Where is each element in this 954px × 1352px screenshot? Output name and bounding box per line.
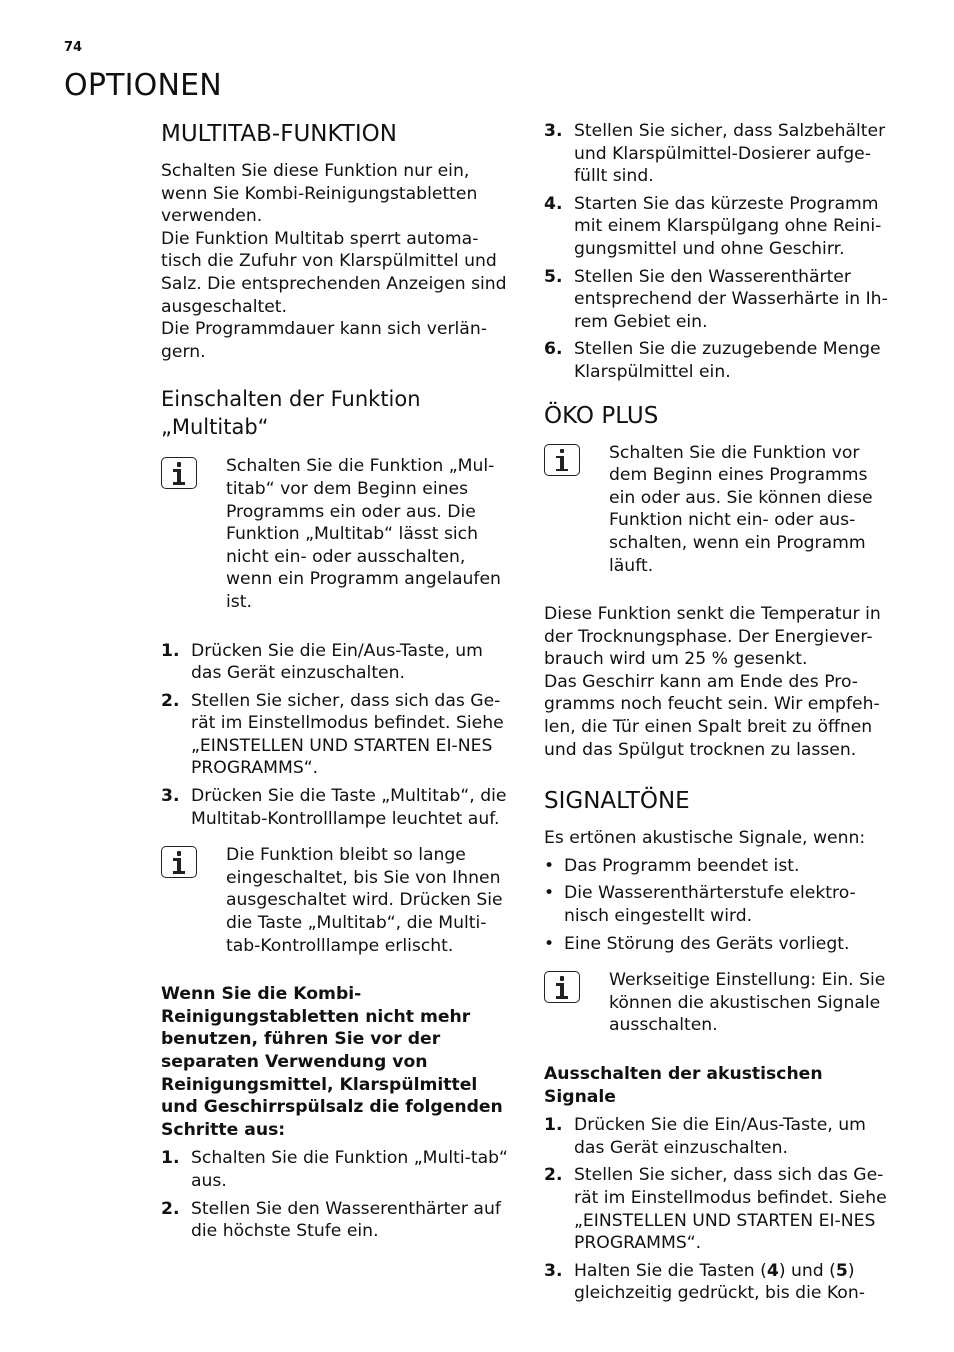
- bullet-text: Eine Störung des Geräts vorliegt.: [564, 933, 850, 954]
- section-heading-oko-plus: ÖKO PLUS: [544, 402, 659, 429]
- list-item: [161, 785, 513, 830]
- step-number: 1.: [544, 1115, 563, 1136]
- oko-description: [544, 603, 896, 761]
- step-number: 3.: [544, 121, 563, 141]
- info-icon: [544, 444, 580, 476]
- list-item: [544, 338, 896, 383]
- list-item: [544, 1164, 896, 1254]
- step-number: 6.: [544, 339, 563, 360]
- steps-list: [161, 640, 513, 831]
- info-note-text: Die Funktion bleibt so lange eingeschaltet, bis Sie von Ihnen ausgeschaltet wird. Drücken Sie die Taste „Multitab“, die Multi-tab-Kontrolllampe erlischt.: [226, 845, 503, 956]
- step-number: 1.: [161, 1148, 180, 1169]
- subsection-heading-einschalten: Einschalten der Funktion „Multitab“: [161, 387, 421, 440]
- info-note: [161, 455, 513, 613]
- step-text: Stellen Sie den Wasserenthärter entsprechend der Wasserhärte in Ih-rem Gebiet ein.: [574, 266, 888, 332]
- step-text: Stellen Sie die zuzugebende Menge Klarspülmittel ein.: [574, 339, 881, 382]
- step-number: 4.: [544, 193, 563, 214]
- bullet-text: Die Wasserenthärterstufe elektro-nisch eingestellt wird.: [564, 883, 856, 927]
- section-heading-multitab: MULTITAB-FUNKTION: [161, 121, 397, 147]
- step-number: 1.: [161, 640, 180, 661]
- step-number: 3.: [544, 1260, 563, 1281]
- section-heading-signaltoene: SIGNALTÖNE: [544, 788, 690, 815]
- info-note: [161, 844, 513, 957]
- info-note-text: Schalten Sie die Funktion vor dem Beginn eines Programms ein oder aus. Sie können diese Funktion nicht ein- oder aus-schalten, wenn ein Programm läuft.: [609, 442, 873, 576]
- bullet-list: [544, 855, 896, 955]
- step-text: Stellen Sie den Wasserenthärter auf die höchste Stufe ein.: [191, 1198, 501, 1242]
- step-text: Drücken Sie die Ein/Aus-Taste, um das Gerät einzuschalten.: [191, 640, 483, 684]
- list-item: • Eine Störung des Geräts vorliegt.: [544, 933, 850, 954]
- list-item: [161, 1198, 513, 1243]
- subheading-ausschalten: Ausschalten der akustischen Signale: [544, 1064, 823, 1107]
- bullet-text: Das Programm beendet ist.: [564, 855, 800, 876]
- step-text: Schalten Sie die Funktion „Multi-tab“ aus.: [191, 1148, 508, 1191]
- info-note-text: Werkseitige Einstellung: Ein. Sie können die akustischen Signale ausschalten.: [609, 970, 886, 1036]
- list-item: [544, 1260, 896, 1305]
- info-icon: [544, 971, 580, 1003]
- list-item: [544, 266, 896, 334]
- multitab-intro: [161, 160, 513, 363]
- step-text: Stellen Sie sicher, dass sich das Ge-rät im Einstellmodus befindet. Siehe „EINSTELLEN UND STARTEN EI-NES PROGRAMMS“.: [191, 690, 504, 779]
- list-item: [161, 1147, 513, 1192]
- info-icon: [161, 846, 197, 878]
- oko-paragraph: Das Geschirr kann am Ende des Pro-gramms noch feucht sein. Wir empfeh-len, die Tür einen Spalt breit zu öffnen und das Spülgut trocknen zu lassen.: [544, 671, 880, 760]
- steps-list: [544, 1114, 896, 1305]
- steps-list: [544, 120, 896, 384]
- step-number: 3.: [161, 786, 180, 807]
- list-item: [161, 640, 513, 685]
- step-text: Stellen Sie sicher, dass sich das Ge-rät im Einstellmodus befindet. Siehe „EINSTELLEN UND STARTEN EI-NES PROGRAMMS“.: [574, 1165, 887, 1254]
- steps-list: [161, 1147, 513, 1242]
- list-item: [544, 120, 896, 188]
- info-note: [544, 442, 896, 578]
- key-number: 5: [835, 1260, 848, 1281]
- step-number: 5.: [544, 266, 563, 287]
- oko-paragraph: Diese Funktion senkt die Temperatur in der Trocknungsphase. Der Energiever-brauch wird um 25 % gesenkt.: [544, 604, 881, 670]
- step-text: Drücken Sie die Taste „Multitab“, die Multitab-Kontrolllampe leuchtet auf.: [191, 786, 507, 829]
- info-icon: [161, 457, 197, 489]
- info-note: [544, 969, 896, 1037]
- info-note-text: Schalten Sie die Funktion „Mul-titab“ vor dem Beginn eines Programms ein oder aus. Die Funktion „Multitab“ lässt sich nicht ein- oder ausschalten, wenn ein Programm angelaufen ist.: [226, 456, 501, 612]
- signal-intro: Es ertönen akustische Signale, wenn:: [544, 828, 866, 849]
- step-number: 2.: [161, 690, 180, 711]
- step-text: Drücken Sie die Ein/Aus-Taste, um das Gerät einzuschalten.: [574, 1115, 866, 1158]
- step-text: Starten Sie das kürzeste Programm mit einem Klarspülgang ohne Reini-gungsmittel und ohne Geschirr.: [574, 193, 882, 259]
- list-item: [544, 193, 896, 261]
- intro-paragraph: Schalten Sie diese Funktion nur ein, wenn Sie Kombi-Reinigungstabletten verwenden.: [161, 161, 478, 227]
- page-number: 74: [64, 40, 83, 55]
- bold-instruction: Wenn Sie die Kombi-Reinigungstabletten nicht mehr benutzen, führen Sie vor der separaten Verwendung von Reinigungsmittel, Klarspülmittel und Geschirrspülsalz die folgenden Schritte aus:: [161, 984, 503, 1140]
- step-text: Halten Sie die Tasten (4) und (5) gleichzeitig gedrückt, bis die Kon-: [574, 1260, 865, 1304]
- intro-paragraph: Die Funktion Multitab sperrt automa-tisch die Zufuhr von Klarspülmittel und Salz. Die entsprechenden Anzeigen sind ausgeschaltet.: [161, 228, 507, 317]
- key-number: 4: [766, 1260, 779, 1281]
- list-item: [161, 690, 513, 780]
- left-column: [161, 120, 513, 1248]
- list-item: [544, 1114, 896, 1159]
- step-number: 2.: [161, 1198, 180, 1219]
- intro-paragraph: Die Programmdauer kann sich verlän-gern.: [161, 319, 487, 362]
- step-number: 2.: [544, 1165, 563, 1186]
- list-item: • Das Programm beendet ist.: [544, 855, 800, 876]
- right-column: [544, 120, 896, 1310]
- step-text: Stellen Sie sicher, dass Salzbehälter und Klarspülmittel-Dosierer aufge-füllt sind.: [574, 121, 886, 187]
- page-title: OPTIONEN: [64, 68, 222, 103]
- list-item: • Die Wasserenthärterstufe elektro-nisch eingestellt wird.: [544, 882, 896, 927]
